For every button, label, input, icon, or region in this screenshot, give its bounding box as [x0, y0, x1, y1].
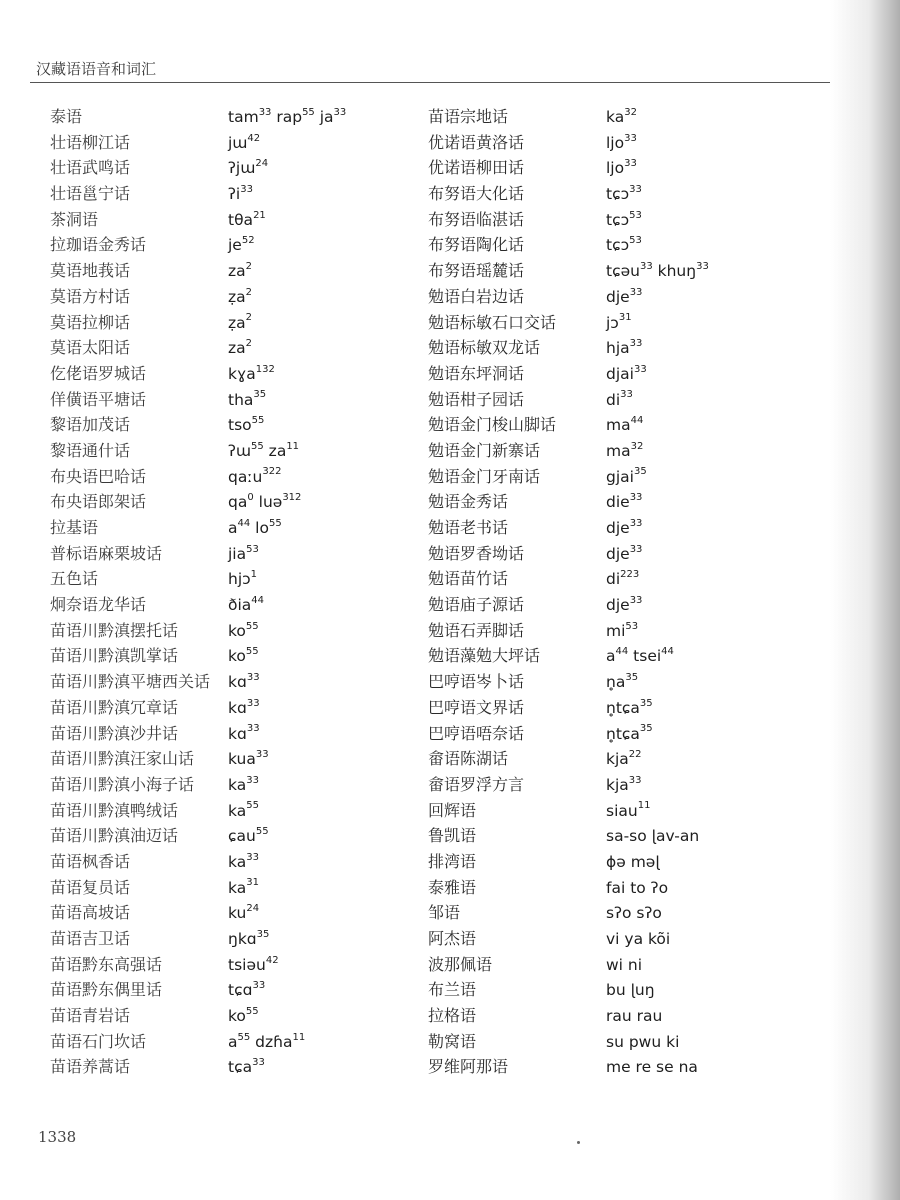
entry-row	[428, 464, 828, 490]
word-form: siau$^{11}$	[606, 800, 651, 820]
language-name: 苗语黔东偶里话	[50, 980, 163, 1000]
word-form: su pwu ki	[606, 1032, 680, 1051]
word-form: n̥tɕa$^{35}$	[606, 697, 653, 717]
page-edge-shadow	[830, 0, 900, 1200]
word-form: tso$^{55}$	[228, 415, 265, 435]
language-name: 苗语川黔滇摆托话	[50, 620, 179, 640]
entry-row	[50, 798, 420, 824]
word-form: $ka^{33}$	[228, 851, 259, 871]
entry-row	[428, 387, 828, 413]
word-form: ljo$^{33}$	[606, 132, 637, 152]
entry-row	[428, 721, 828, 747]
word-form: $di^{33}$	[606, 389, 633, 409]
language-name: 莫语太阳话	[50, 338, 131, 358]
language-name: 炯奈语龙华话	[50, 595, 147, 615]
language-name: 布努语瑶麓话	[428, 261, 525, 281]
word-form: tθa$^{21}$	[228, 209, 266, 229]
language-name: 壮语武鸣话	[50, 158, 131, 178]
word-form: dje$^{33}$	[606, 517, 643, 537]
word-form: ljo$^{33}$	[606, 158, 637, 178]
entry-row	[50, 721, 420, 747]
language-name: 苗语吉卫话	[50, 929, 131, 948]
language-name: 勉语柑子园话	[428, 389, 525, 409]
language-name: 巴哼语唔奈话	[428, 723, 525, 743]
word-form: n̥tɕa$^{35}$	[606, 723, 653, 743]
entry-row	[50, 310, 420, 336]
entry-row	[50, 335, 420, 361]
language-name: 苗语川黔滇油迈话	[50, 826, 179, 846]
language-name: 勉语金门梭山脚话	[428, 415, 557, 435]
word-form: tɕɑ$^{33}$	[228, 980, 266, 1000]
word-form: kja$^{22}$	[606, 749, 642, 769]
language-name: 勉语东坪洞话	[428, 363, 525, 383]
word-form: $ka^{55}$	[228, 800, 259, 820]
entry-row	[428, 361, 828, 387]
language-name: 苗语高坡话	[50, 903, 131, 923]
entry-row	[50, 772, 420, 798]
entry-row	[428, 798, 828, 824]
word-form: tɕəu$^{33}$ khuŋ$^{33}$	[606, 260, 709, 281]
language-name: 苗语川黔滇沙井话	[50, 723, 179, 743]
language-name: 排湾语	[428, 851, 477, 871]
word-form: ʔɯ$^{55}$ $za^{11}$	[228, 440, 300, 460]
entry-row	[50, 977, 420, 1003]
entry-row	[428, 489, 828, 515]
word-form: kɑ$^{33}$	[228, 671, 260, 692]
language-name: 泰雅语	[428, 877, 477, 897]
word-form: dje$^{33}$	[606, 543, 643, 563]
language-name: 布努语大化话	[428, 184, 525, 204]
entry-row	[50, 387, 420, 413]
entry-row	[428, 284, 828, 310]
language-name: 苗语青岩话	[50, 1006, 131, 1026]
word-form: ŋkɑ$^{35}$	[228, 928, 270, 948]
entry-row	[428, 155, 828, 181]
entry-row	[50, 258, 420, 284]
word-form: ẓa$^2$	[228, 286, 253, 306]
language-name: 勒窝语	[428, 1031, 477, 1051]
word-form: ɸə məɭ	[606, 852, 660, 871]
entry-row	[428, 746, 828, 772]
word-form: $ku^{24}$	[228, 903, 260, 923]
language-name: 优诺语黄洛话	[428, 132, 525, 152]
entry-row	[428, 849, 828, 875]
word-form: $ko^{55}$	[228, 620, 259, 640]
language-name: 巴哼语岑卜话	[428, 672, 525, 692]
language-name: 勉语标敏石口交话	[428, 312, 557, 332]
entry-row	[50, 207, 420, 233]
entry-row	[428, 232, 828, 258]
entry-row	[50, 695, 420, 721]
language-name: 畲语陈湖话	[428, 749, 509, 769]
word-form: $di^{223}$	[606, 569, 640, 589]
word-form: tɕɔ$^{33}$	[606, 183, 642, 204]
entry-row	[50, 618, 420, 644]
language-name: 勉语藻勉大坪话	[428, 646, 541, 666]
language-name: 仡佬语罗城话	[50, 363, 147, 383]
language-name: 泰语	[50, 107, 83, 126]
language-name: 布央语巴哈话	[50, 466, 147, 486]
word-form: ʔi$^{33}$	[228, 183, 253, 204]
word-form: $ma^{32}$	[606, 440, 644, 460]
language-name: 莫语地莪话	[50, 261, 131, 281]
word-form: ʔjɯ$^{24}$	[228, 158, 269, 178]
entry-row	[50, 181, 420, 207]
entry-row	[50, 1054, 420, 1080]
language-name: 畲语罗浮方言	[428, 774, 525, 794]
entry-row	[50, 515, 420, 541]
entry-row	[50, 104, 420, 130]
entry-row	[428, 952, 828, 978]
word-form: $ko^{55}$	[228, 646, 259, 666]
word-form: $qa^0$ luə$^{312}$	[228, 492, 302, 512]
entry-row	[50, 875, 420, 901]
entry-row	[428, 541, 828, 567]
language-name: 苗语川黔滇汪家山话	[50, 749, 195, 769]
language-name: 鲁凯语	[428, 826, 477, 846]
word-form: $je^{52}$	[228, 235, 255, 255]
language-name: 苗语黔东高强话	[50, 954, 163, 974]
right-column	[428, 104, 828, 1080]
language-name: 优诺语柳田话	[428, 158, 525, 178]
entry-row	[50, 438, 420, 464]
word-form: $ka^{31}$	[228, 877, 259, 897]
word-form: $ka^{32}$	[606, 106, 637, 126]
entry-row	[50, 232, 420, 258]
entry-row	[50, 155, 420, 181]
word-form: kɣa$^{132}$	[228, 363, 275, 383]
language-name: 勉语庙子源话	[428, 595, 525, 615]
left-column	[50, 104, 420, 1080]
entry-row	[50, 823, 420, 849]
header-rule	[30, 82, 830, 83]
language-name: 阿杰语	[428, 929, 477, 948]
entry-row	[50, 361, 420, 387]
entry-row	[428, 258, 828, 284]
word-form: jɔ$^{31}$	[606, 312, 632, 332]
language-name: 拉基语	[50, 518, 99, 537]
word-form: $ma^{44}$	[606, 415, 644, 435]
word-form: vi ya kõi	[606, 930, 671, 948]
word-form: $a^{44}$ tsei$^{44}$	[606, 646, 674, 666]
word-form: $ko^{55}$	[228, 1005, 259, 1026]
language-name: 壮语柳江话	[50, 132, 131, 152]
word-form: kɑ$^{33}$	[228, 723, 260, 743]
language-name: 布努语临湛话	[428, 209, 525, 229]
entry-row	[428, 926, 828, 952]
word-form: ɕau$^{55}$	[228, 826, 269, 846]
word-form: kɑ$^{33}$	[228, 697, 260, 717]
language-name: 苗语复员话	[50, 877, 131, 897]
language-name: 罗维阿那语	[428, 1057, 509, 1077]
word-form: sʔo sʔo	[606, 904, 662, 923]
entry-row	[50, 412, 420, 438]
word-form: tɕɔ$^{53}$	[606, 235, 642, 255]
word-form: tha$^{35}$	[228, 389, 267, 409]
word-form: qaːu$^{322}$	[228, 466, 282, 486]
entry-row	[428, 823, 828, 849]
entry-row	[428, 900, 828, 926]
entry-row	[428, 412, 828, 438]
entry-row	[50, 643, 420, 669]
word-form: wi ni	[606, 955, 643, 974]
language-name: 莫语拉柳话	[50, 312, 131, 332]
word-form: rau rau	[606, 1007, 663, 1026]
entry-row	[50, 464, 420, 490]
word-form: $a^{55}$ dzɦa$^{11}$	[228, 1031, 306, 1051]
word-form: jɯ$^{42}$	[228, 132, 261, 152]
entry-row	[428, 438, 828, 464]
entry-row	[50, 489, 420, 515]
language-name: 拉格语	[428, 1006, 477, 1026]
word-form: gjai$^{35}$	[606, 466, 647, 486]
language-name: 勉语金门牙南话	[428, 466, 541, 486]
entry-row	[428, 977, 828, 1003]
language-name: 五色话	[50, 569, 99, 589]
language-name: 勉语老书话	[428, 518, 509, 537]
language-name: 黎语加茂话	[50, 415, 131, 435]
language-name: 苗语川黔滇冗章话	[50, 697, 179, 717]
language-name: 波那佩语	[428, 954, 493, 974]
entry-row	[428, 130, 828, 156]
word-form: bu ɭuŋ	[606, 981, 655, 1000]
entry-row	[428, 1054, 828, 1080]
entry-row	[50, 1003, 420, 1029]
language-name: 壮语邕宁话	[50, 184, 131, 204]
language-name: 勉语石弄脚话	[428, 620, 525, 640]
word-form: dje$^{33}$	[606, 594, 643, 615]
word-form: tɕa$^{33}$	[228, 1057, 265, 1077]
language-name: 茶洞语	[50, 209, 99, 229]
language-name: 苗语川黔滇小海子话	[50, 774, 195, 794]
language-name: 苗语川黔滇鸭绒话	[50, 800, 179, 820]
entry-row	[428, 335, 828, 361]
page-number: 1338	[38, 1128, 77, 1146]
word-form: dje$^{33}$	[606, 286, 643, 306]
language-name: 邹语	[428, 903, 461, 923]
entry-row	[50, 284, 420, 310]
language-name: 勉语罗香坳话	[428, 543, 525, 563]
word-form: tɕɔ$^{53}$	[606, 209, 642, 229]
language-name: 普标语麻栗坡话	[50, 543, 163, 563]
language-name: 巴哼语文界话	[428, 697, 525, 717]
language-name: 勉语金秀话	[428, 492, 509, 512]
word-form: tam$^{33}$ rap$^{55}$ $ja^{33}$	[228, 106, 347, 126]
language-name: 布央语郎架话	[50, 492, 147, 512]
word-form: $za^2$	[228, 338, 253, 358]
entry-row	[50, 669, 420, 695]
entry-row	[428, 643, 828, 669]
language-name: 勉语标敏双龙话	[428, 338, 541, 358]
entry-row	[50, 926, 420, 952]
word-form: kua$^{33}$	[228, 749, 269, 769]
word-form: $za^2$	[228, 260, 253, 281]
entry-row	[428, 566, 828, 592]
entry-row	[50, 1029, 420, 1055]
word-form: kja$^{33}$	[606, 774, 642, 794]
language-name: 苗语养蒿话	[50, 1057, 131, 1077]
stray-dot	[577, 1141, 580, 1144]
language-name: 布兰语	[428, 980, 477, 1000]
language-name: 回辉语	[428, 800, 477, 820]
entry-row	[428, 592, 828, 618]
entry-row	[428, 104, 828, 130]
language-name: 苗语枫香话	[50, 851, 131, 871]
entry-row	[50, 130, 420, 156]
entry-row	[428, 772, 828, 798]
entry-row	[428, 1029, 828, 1055]
word-form: me re se na	[606, 1058, 698, 1077]
word-form: hjɔ$^1$	[228, 569, 258, 589]
entry-row	[50, 566, 420, 592]
entry-row	[428, 875, 828, 901]
entry-row	[50, 952, 420, 978]
word-form: fai to ʔo	[606, 878, 669, 897]
language-name: 佯僙语平塘话	[50, 389, 147, 409]
entry-row	[428, 310, 828, 336]
language-name: 勉语白岩边话	[428, 286, 525, 306]
language-name: 苗语川黔滇平塘西关话	[50, 672, 211, 692]
entry-row	[428, 181, 828, 207]
entry-row	[428, 207, 828, 233]
language-name: 勉语金门新寨话	[428, 440, 541, 460]
language-name: 莫语方村话	[50, 286, 131, 306]
word-form: jia$^{53}$	[228, 543, 259, 563]
entry-row	[50, 746, 420, 772]
word-form: $mi^{53}$	[606, 620, 639, 640]
entry-row	[428, 669, 828, 695]
word-form: djai$^{33}$	[606, 363, 647, 383]
word-form: sa-so ɭav-an	[606, 827, 700, 846]
word-form: tsiəu$^{42}$	[228, 954, 279, 974]
entry-row	[50, 900, 420, 926]
language-name: 苗语宗地话	[428, 107, 509, 126]
entry-row	[428, 515, 828, 541]
word-form: die$^{33}$	[606, 492, 643, 512]
entry-row	[50, 849, 420, 875]
language-name: 勉语苗竹话	[428, 569, 509, 589]
word-form: $a^{44}$ $lo^{55}$	[228, 517, 282, 537]
entry-row	[50, 541, 420, 567]
word-form: $ka^{33}$	[228, 774, 259, 794]
word-form: $n̥a^{35}$	[606, 671, 639, 692]
language-name: 苗语石门坎话	[50, 1031, 147, 1051]
language-name: 黎语通什话	[50, 440, 131, 460]
entry-row	[428, 618, 828, 644]
running-header-title: 汉藏语语音和词汇	[36, 60, 157, 78]
word-form: hja$^{33}$	[606, 338, 643, 358]
word-form: ẓa$^2$	[228, 312, 253, 332]
entry-row	[50, 592, 420, 618]
language-name: 苗语川黔滇凯掌话	[50, 646, 179, 666]
entry-row	[428, 1003, 828, 1029]
entry-row	[428, 695, 828, 721]
language-name: 布努语陶化话	[428, 235, 525, 255]
language-name: 拉珈语金秀话	[50, 235, 147, 255]
word-form: ðia$^{44}$	[228, 594, 265, 615]
